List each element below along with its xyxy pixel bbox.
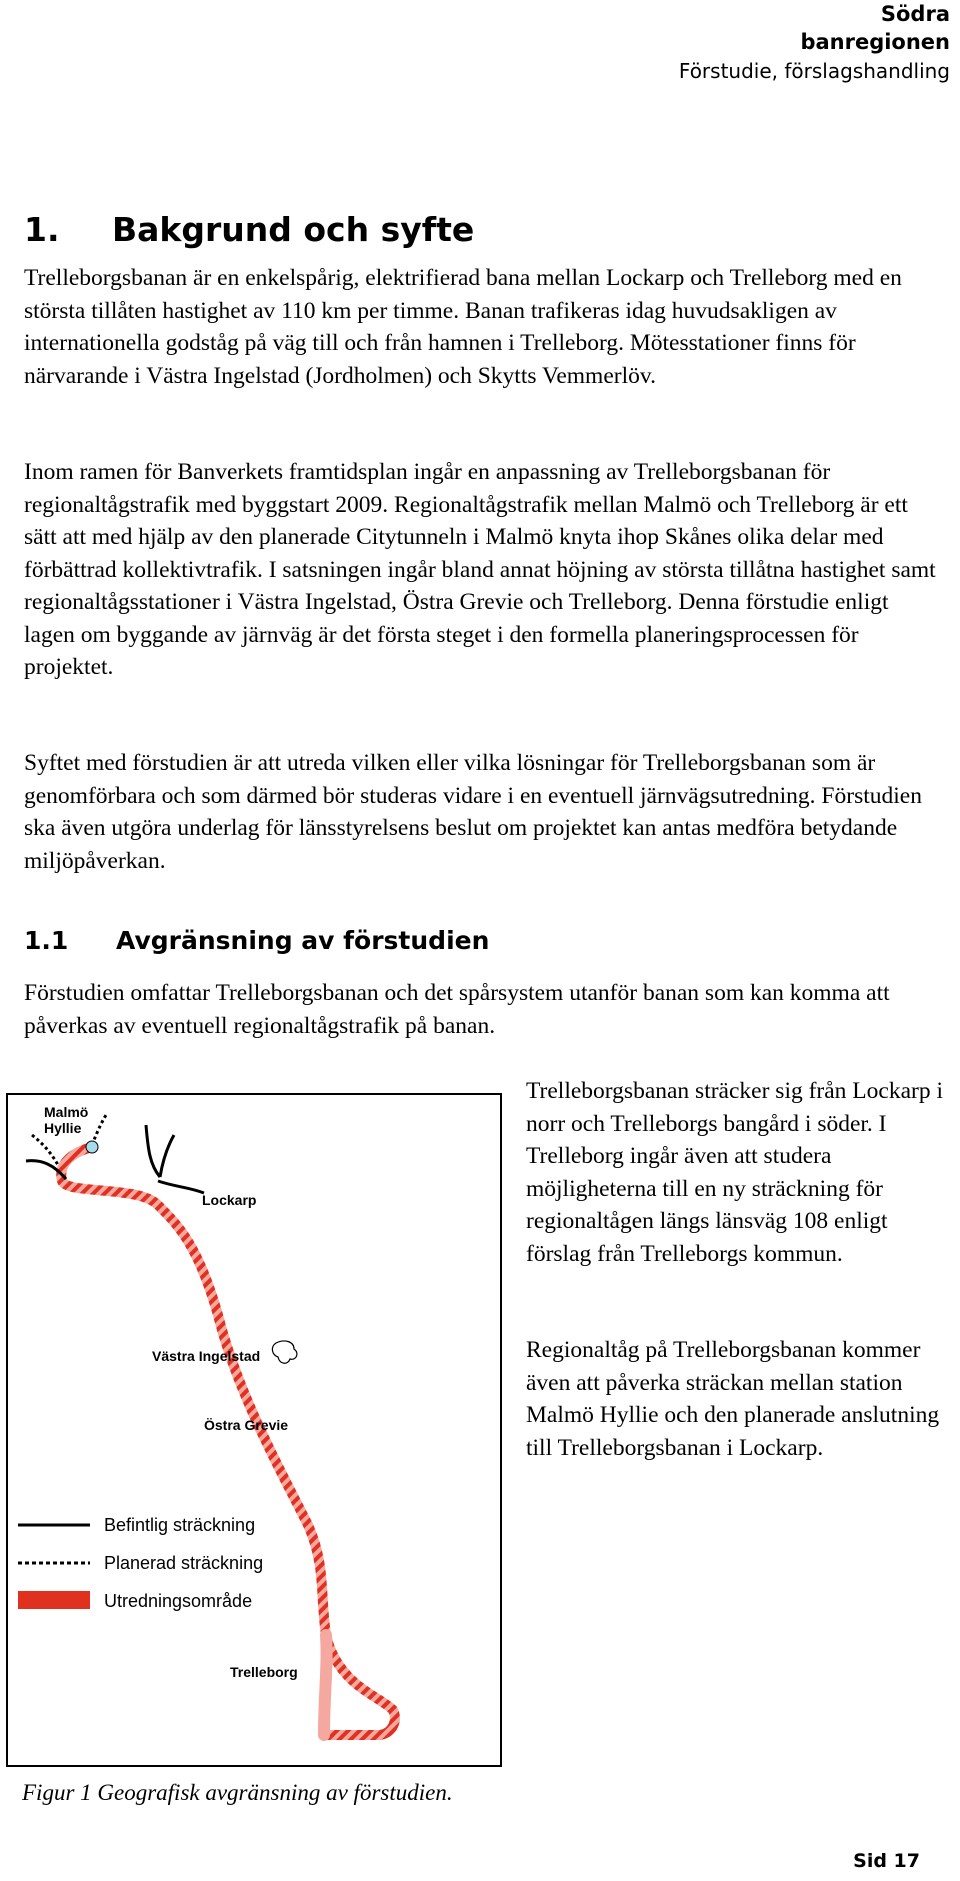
side-paragraph-2: Regionaltåg på Trelleborgsbanan kommer även att påverka sträckan mellan station Malmö Hyllie och den planerade anslutning till Trelleborgsbanan i Lockarp.	[526, 1337, 940, 1461]
route-map-figure	[6, 1093, 502, 1767]
existing-line-lockarp-east	[158, 1181, 204, 1193]
label-hyllie: Hyllie	[44, 1120, 82, 1136]
study-area-corridor	[61, 1147, 395, 1735]
section-1-1-title: Avgränsning av förstudien	[116, 926, 490, 955]
legend-study-area-label: Utredningsområde	[104, 1591, 253, 1611]
label-trelleborg: Trelleborg	[230, 1664, 298, 1680]
header-document-type: Förstudie, förslagshandling	[678, 59, 950, 83]
trelleborg-light-corridor	[324, 1635, 327, 1735]
section-1-number: 1.	[24, 210, 60, 249]
label-lockarp: Lockarp	[202, 1192, 257, 1208]
legend-existing-label: Befintlig sträckning	[104, 1515, 256, 1535]
header-organization: Södra banregionen	[800, 2, 950, 54]
section-1-paragraph-2: Inom ramen för Banverkets framtidsplan ingår en anpassning av Trelleborgsbanan för regionaltågstrafik med byggstart 2009. Regionaltågstrafik mellan Malmö och Trelleborg är ett sätt att med hjälp av den planerade Citytunneln i Malmö knyta ihop Skånes olika delar med förbättrad kollektivtrafik. I satsningen ingår bland annat höjning av största tillåtna hastighet samt regionaltågsstationer i Västra Ingelstad, Östra Grevie och Trelleborg. Denna förstudie enligt lagen om byggande av järnväg är det första steget i den formella planeringsprocessen för projektet.	[24, 459, 936, 680]
label-ostra-grevie: Östra Grevie	[204, 1417, 289, 1433]
legend-study-area-symbol	[18, 1591, 90, 1609]
section-1-paragraph-1: Trelleborgsbanan är en enkelspårig, elektrifierad bana mellan Lockarp och Trelleborg med en största tillåten hastighet av 110 km per timme. Banan trafikeras idag huvudsakligen av internationella godståg på väg till och från hamnen i Trelleborg. Mötesstationer finns för närvarande i Västra Ingelstad (Jordholmen) och Skytts Vemmerlöv.	[24, 265, 902, 389]
route-map	[8, 1095, 500, 1765]
section-1-heading	[24, 210, 474, 249]
section-1-1-heading	[24, 926, 489, 955]
lake-outline	[272, 1341, 297, 1363]
hyllie-station-marker	[86, 1141, 98, 1153]
label-vastra-ingelstad: Västra Ingelstad	[152, 1348, 261, 1364]
existing-line-lockarp-branch	[160, 1135, 174, 1177]
page-number: Sid 17	[853, 1850, 920, 1872]
existing-line-lockarp-west	[146, 1125, 160, 1177]
legend-planned-label: Planerad sträckning	[104, 1553, 264, 1573]
label-malmo: Malmö	[44, 1104, 89, 1120]
section-1-title: Bakgrund och syfte	[112, 210, 475, 249]
side-paragraph-1: Trelleborgsbanan sträcker sig från Lockarp i norr och Trelleborgs bangård i söder. I Trelleborg ingår även att studera möjligheterna till en ny sträckning för regionaltågen längs länsväg 108 enligt förslag från Trelleborgs kommun.	[526, 1078, 943, 1267]
page-header	[679, 0, 950, 86]
planned-line-hyllie-north	[92, 1115, 106, 1145]
section-1-paragraph-3: Syftet med förstudien är att utreda vilken eller vilka lösningar för Trelleborgsbanan som är genomförbara och som därmed bör studeras vidare i en eventuell järnvägsutredning. Förstudien ska även utgöra underlag för länsstyrelsens beslut om projektet kan antas medföra betydande miljöpåverkan.	[24, 750, 922, 874]
section-1-1-number: 1.1	[24, 926, 69, 955]
figure-caption: Figur 1 Geografisk avgränsning av förstudien.	[22, 1780, 453, 1805]
section-1-1-paragraph: Förstudien omfattar Trelleborgsbanan och det spårsystem utanför banan som kan komma att påverkas av eventuell regionaltågstrafik på banan.	[24, 980, 890, 1039]
